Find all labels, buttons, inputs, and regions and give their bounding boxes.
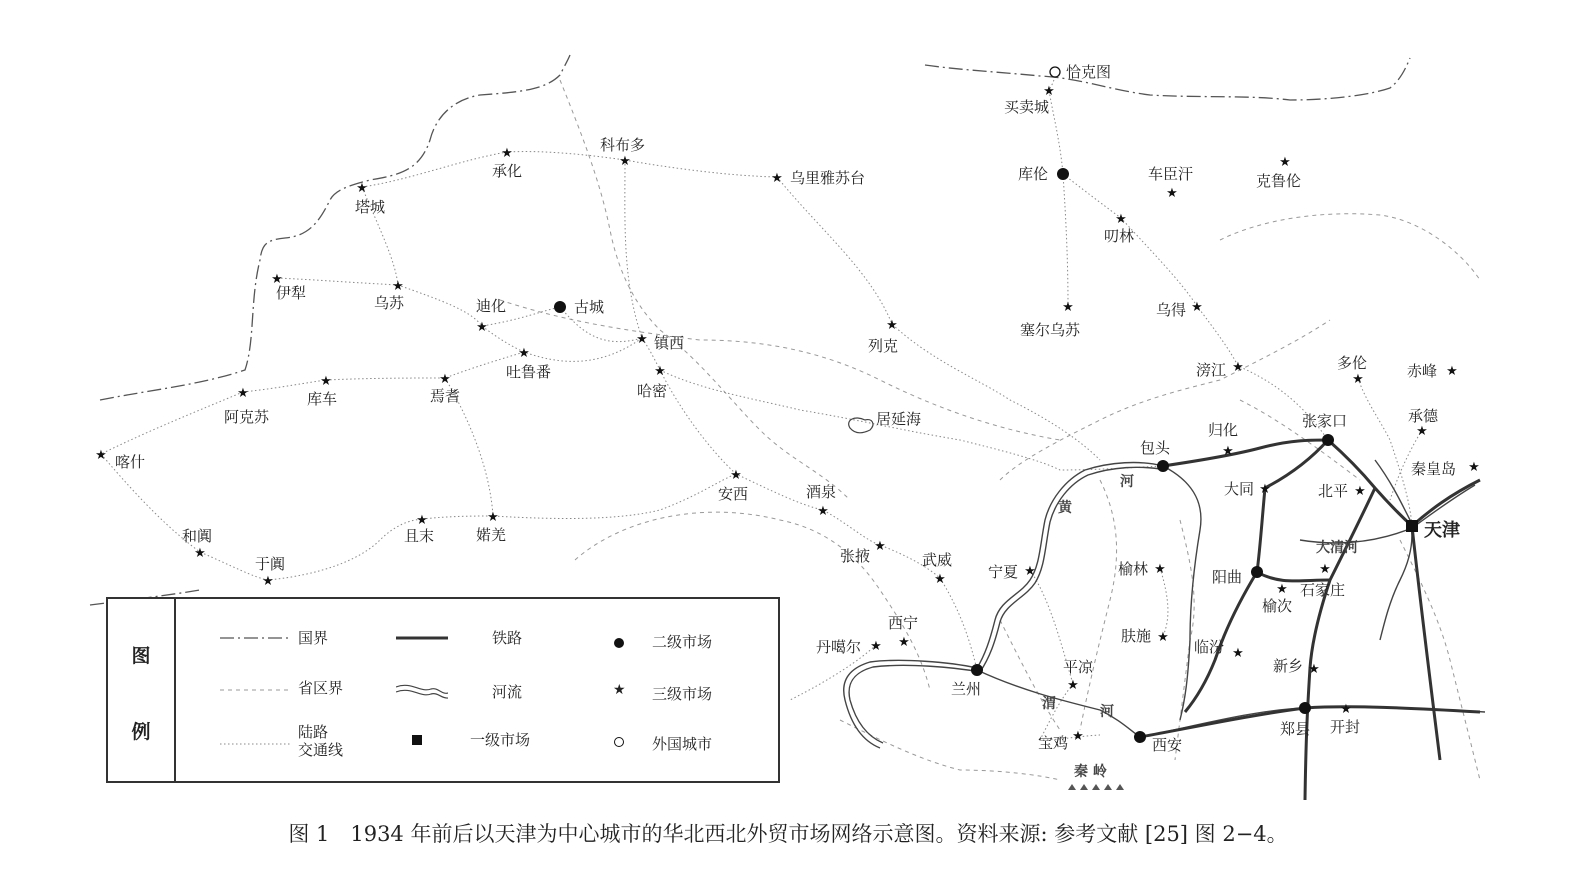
third-market-star-icon: ★	[501, 146, 513, 161]
legend-river-label: 河流	[492, 683, 523, 701]
third-market-star-icon: ★	[1319, 562, 1331, 577]
third-market-star-icon: ★	[1352, 372, 1364, 387]
city-label: 归化	[1208, 421, 1239, 439]
third-market-star-icon: ★	[1166, 186, 1178, 201]
legend-provincial-border-symbol	[220, 685, 290, 695]
third-market-star-icon: ★	[1276, 582, 1288, 597]
city-label: 丹噶尔	[816, 638, 862, 656]
legend-third-market-star-icon: ★	[613, 682, 626, 698]
first-market-square-icon	[1406, 520, 1418, 532]
third-market-star-icon: ★	[1232, 360, 1244, 375]
city-label: 库伦	[1018, 165, 1049, 183]
third-market-star-icon: ★	[1067, 678, 1079, 693]
legend-land-route-symbol	[220, 739, 290, 749]
third-market-star-icon: ★	[1024, 564, 1036, 579]
third-market-star-icon: ★	[476, 320, 488, 335]
third-market-star-icon: ★	[1157, 630, 1169, 645]
third-market-star-icon: ★	[237, 386, 249, 401]
third-market-star-icon: ★	[1222, 444, 1234, 459]
city-label: 张掖	[840, 547, 871, 565]
city-label: 天津	[1424, 520, 1460, 541]
third-market-star-icon: ★	[898, 635, 910, 650]
second-market-dot-icon	[1157, 460, 1169, 472]
city-label: 科布多	[600, 136, 646, 154]
legend-first-market-label: 一级市场	[470, 731, 531, 749]
city-label: 新乡	[1273, 657, 1304, 675]
third-market-star-icon: ★	[518, 346, 530, 361]
city-label: 乌里雅苏台	[790, 169, 866, 187]
city-label: 开封	[1330, 718, 1361, 736]
third-market-star-icon: ★	[356, 181, 368, 196]
river-label-daqinghe: 大清河	[1316, 540, 1358, 556]
second-market-dot-icon	[1299, 702, 1311, 714]
legend-second-market-label: 二级市场	[652, 633, 713, 651]
third-market-star-icon: ★	[487, 510, 499, 525]
city-label: 兰州	[951, 680, 982, 698]
city-label: 酒泉	[806, 483, 837, 501]
second-market-dot-icon	[1322, 434, 1334, 446]
city-label: 多伦	[1337, 354, 1368, 372]
second-market-dot-icon	[1251, 566, 1263, 578]
third-market-star-icon: ★	[1115, 212, 1127, 227]
city-label: 列克	[868, 337, 899, 355]
third-market-star-icon: ★	[1191, 300, 1203, 315]
third-market-star-icon: ★	[886, 318, 898, 333]
legend	[106, 597, 780, 783]
city-label: 车臣汗	[1148, 165, 1194, 183]
third-market-star-icon: ★	[1072, 729, 1084, 744]
city-label: 承化	[492, 162, 523, 180]
legend-national-border-label: 国界	[298, 629, 329, 647]
river-label-wei: 渭	[1042, 696, 1056, 712]
city-label: 武威	[922, 551, 953, 569]
third-market-star-icon: ★	[619, 154, 631, 169]
city-label: 平凉	[1063, 658, 1094, 676]
legend-railway-label: 铁路	[492, 629, 523, 647]
city-label: 乌苏	[374, 294, 405, 312]
legend-river-symbol	[396, 679, 448, 703]
third-market-star-icon: ★	[1062, 300, 1074, 315]
city-label: 榆林	[1118, 560, 1149, 578]
third-market-star-icon: ★	[439, 372, 451, 387]
city-label: 塔城	[355, 198, 386, 216]
city-label: 买卖城	[1004, 98, 1050, 116]
city-label: 焉耆	[430, 387, 461, 405]
city-label: 西宁	[888, 614, 919, 632]
third-market-star-icon: ★	[874, 539, 886, 554]
river-label-wei-he: 河	[1100, 704, 1114, 720]
city-label: 吐鲁番	[506, 363, 552, 381]
qinling-mountain-marks	[1068, 784, 1124, 790]
city-label: 克鲁伦	[1256, 172, 1302, 190]
city-label: 郑县	[1280, 720, 1311, 738]
figure-caption: 图 1 1934 年前后以天津为中心城市的华北西北外贸市场网络示意图。资料来源: 参考文献 [25] 图 2−4。	[288, 822, 1288, 846]
third-market-star-icon: ★	[194, 546, 206, 561]
city-label: 榆次	[1262, 597, 1293, 615]
legend-title-char-2: 例	[131, 721, 151, 743]
city-label: 滂江	[1196, 361, 1227, 379]
city-label: 乌得	[1156, 301, 1187, 319]
city-label: 大同	[1224, 480, 1255, 498]
legend-first-market-square-icon	[412, 735, 422, 745]
third-market-star-icon: ★	[1232, 646, 1244, 661]
city-label: 宁夏	[988, 563, 1019, 581]
mountain-label: 秦 岭	[1074, 764, 1107, 780]
city-label: 石家庄	[1300, 581, 1346, 599]
legend-provincial-border-label: 省区界	[298, 679, 344, 697]
legend-foreign-city-label: 外国城市	[652, 735, 713, 753]
third-market-star-icon: ★	[95, 448, 107, 463]
juyanhai-lake	[849, 418, 873, 433]
city-label: 古城	[574, 298, 605, 316]
third-market-star-icon: ★	[654, 364, 666, 379]
second-market-dot-icon	[971, 664, 983, 676]
second-market-dot-icon	[554, 301, 566, 313]
city-label: 北平	[1318, 482, 1349, 500]
city-label: 阳曲	[1212, 568, 1243, 586]
third-market-star-icon: ★	[636, 332, 648, 347]
river-label-he: 黄	[1058, 500, 1072, 516]
third-market-star-icon: ★	[1279, 155, 1291, 170]
city-label: 哈密	[637, 382, 668, 400]
third-market-star-icon: ★	[262, 574, 274, 589]
city-label: 张家口	[1302, 412, 1348, 430]
city-label: 秦皇岛	[1411, 460, 1457, 478]
national-border	[90, 55, 1410, 605]
city-label: 且末	[404, 527, 435, 545]
city-label: 叨林	[1104, 227, 1135, 245]
city-label: 伊犁	[276, 284, 307, 302]
foreign-city-circle-icon	[1050, 67, 1060, 77]
second-market-dot-icon	[1134, 731, 1146, 743]
third-market-star-icon: ★	[771, 171, 783, 186]
city-label: 于阗	[255, 555, 286, 573]
legend-national-border-symbol	[220, 633, 290, 643]
city-label: 承德	[1408, 407, 1439, 425]
city-label: 婼羌	[476, 526, 507, 544]
third-market-star-icon: ★	[1446, 364, 1458, 379]
city-label: 包头	[1140, 439, 1171, 457]
third-market-star-icon: ★	[870, 639, 882, 654]
third-market-star-icon: ★	[1340, 702, 1352, 717]
third-market-star-icon: ★	[1043, 84, 1055, 99]
city-label: 镇西	[654, 334, 685, 352]
legend-title-char-1: 图	[131, 645, 151, 667]
legend-title	[108, 599, 176, 781]
third-market-star-icon: ★	[1308, 662, 1320, 677]
city-label: 赤峰	[1407, 362, 1438, 380]
city-label: 西安	[1152, 736, 1183, 754]
second-market-dot-icon	[1057, 168, 1069, 180]
city-label: 安西	[718, 485, 749, 503]
city-label: 迪化	[476, 297, 507, 315]
third-market-star-icon: ★	[392, 279, 404, 294]
city-label: 塞尔乌苏	[1020, 321, 1081, 339]
river-label-huang: 河	[1120, 474, 1134, 490]
city-label: 库车	[307, 390, 338, 408]
third-market-star-icon: ★	[1154, 562, 1166, 577]
third-market-star-icon: ★	[1259, 482, 1271, 497]
city-label: 喀什	[115, 453, 146, 471]
city-label: 和阗	[182, 527, 213, 545]
third-market-star-icon: ★	[1468, 460, 1480, 475]
third-market-star-icon: ★	[1416, 424, 1428, 439]
legend-third-market-label: 三级市场	[652, 685, 713, 703]
third-market-star-icon: ★	[934, 572, 946, 587]
city-label: 肤施	[1121, 627, 1152, 645]
legend-second-market-dot-icon	[614, 638, 624, 648]
legend-foreign-city-circle-icon	[614, 737, 624, 747]
lake-label: 居延海	[876, 410, 922, 428]
city-label: 临汾	[1194, 638, 1225, 656]
city-label: 宝鸡	[1038, 734, 1069, 752]
third-market-star-icon: ★	[416, 513, 428, 528]
city-label: 恰克图	[1066, 63, 1112, 81]
third-market-star-icon: ★	[320, 374, 332, 389]
third-market-star-icon: ★	[817, 504, 829, 519]
third-market-star-icon: ★	[271, 272, 283, 287]
third-market-star-icon: ★	[1354, 484, 1366, 499]
city-label: 阿克苏	[224, 408, 270, 426]
legend-railway-symbol	[396, 633, 448, 643]
third-market-star-icon: ★	[730, 468, 742, 483]
legend-land-route-label: 陆路 交通线	[298, 723, 344, 759]
